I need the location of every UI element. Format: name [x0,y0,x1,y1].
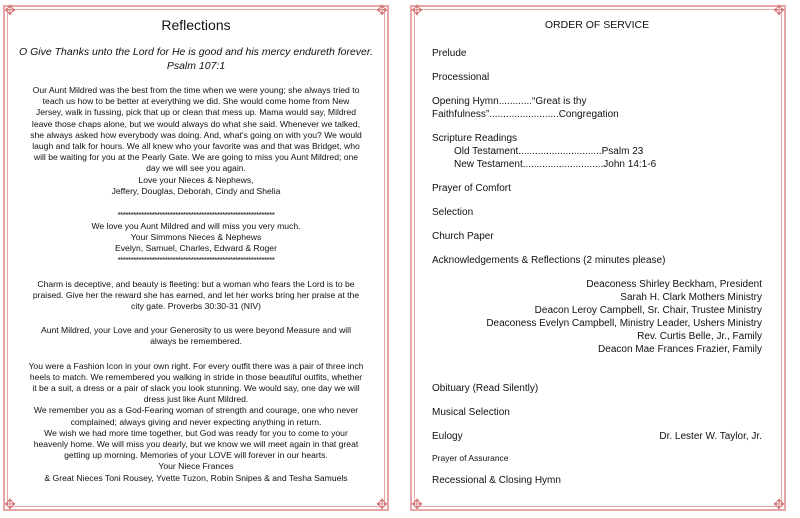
text-line: will be waiting for you at the Pearly Gate. We are going to miss you Aunt Mildred; one [33,152,359,163]
text-line: she always asked how everybody was doing. And, what's going on with you? We would [30,129,362,140]
item-prayer-of-assurance: Prayer of Assurance [432,453,509,463]
text-line: heavenly home. We will miss you dearly, but we know we will meet again in that great [33,439,359,450]
reflections-page [3,5,389,511]
item-obituary: Obituary (Read Silently) [432,383,539,394]
text-line: laugh and talk for hours. We all knew who your favorite was and that was Bridget, who [32,141,360,152]
verse-reference: Psalm 107:1 [166,60,226,72]
item-prelude: Prelude [432,48,467,59]
corner-ornament-icon: ✥ [4,497,16,513]
order-of-service-title: ORDER OF SERVICE [544,19,650,31]
item-acknowledgements: Acknowledgements & Reflections (2 minutes please) [432,255,666,266]
text-line: Your Simmons Nieces & Nephews [130,232,262,243]
text-line: it be a suit, a dress or a pair of slack you look stunning. We would say, one day we will [32,383,360,394]
item-selection: Selection [432,207,474,218]
speaker-line: Deaconess Shirley Beckham, President [586,279,762,290]
text-line: Love your Nieces & Nephews, [138,174,254,185]
opening-verse [15,45,377,73]
corner-ornament-icon: ✥ [376,3,388,19]
speaker-line: Sarah H. Clark Mothers Ministry [620,292,762,303]
reflection-frances [15,361,377,484]
item-scripture-readings: Scripture Readings [432,133,518,144]
speaker-line: Rev. Curtis Belle, Jr., Family [637,331,762,342]
acknowledgement-speakers [432,278,762,356]
text-line: leave those chaps alone, but we would always do what she said. Whenever we talked, [31,118,361,129]
item-recessional: Recessional & Closing Hymn [432,475,561,486]
text-line: day we will see you again. [146,163,246,174]
corner-ornament-icon: ✥ [411,497,423,513]
item-prayer-of-comfort: Prayer of Comfort [432,183,511,194]
speaker-line: Deacon Mae Frances Frazier, Family [598,344,762,355]
order-of-service-page [410,5,786,511]
item-musical-selection: Musical Selection [432,407,510,418]
proverbs-passage [15,279,377,313]
text-line: Evelyn, Samuel, Charles, Edward & Roger [115,243,277,254]
reflection-generosity [15,325,377,347]
text-line: always be remembered. [150,336,242,347]
text-line: Your Niece Frances [158,461,234,472]
corner-ornament-icon: ✥ [376,497,388,513]
text-line: We love you Aunt Mildred and will miss you very much. [91,221,301,232]
text-line: getting up morning. Memories of your LOVE will forever in our hearts. [64,450,328,461]
item-church-paper: Church Paper [432,231,494,242]
text-line: city gate. Proverbs 30:30-31 (NIV) [131,301,261,312]
reflections-content [15,17,377,484]
text-line: Aunt Mildred, your Love and your Generosity to us were beyond Measure and will [40,325,352,336]
corner-ornament-icon: ✥ [411,3,423,19]
corner-ornament-icon: ✥ [773,3,785,19]
star-divider: ************************************************************ [117,211,275,221]
item-processional: Processional [432,72,490,83]
item-old-testament: Old Testament..............................Psalm 23 [454,146,644,157]
item-opening-hymn: Opening Hymn............“Great is thy Faithfulness”.........................Congregation [432,96,619,120]
order-of-service-content [432,19,762,487]
eulogy-label: Eulogy [432,431,463,442]
text-line: teach us how to be better at everything we did. She would come home from New [42,96,350,107]
reflections-title: Reflections [161,17,231,33]
reflection-simmons [15,221,377,255]
text-line: We wish we had more time together, but God was ready for you to come to your [44,427,348,438]
eulogist-name: Dr. Lester W. Taylor, Jr. [659,431,762,442]
text-line: We remember you as a God-Fearing woman of strength and courage, one who never [33,405,359,416]
corner-ornament-icon: ✥ [4,3,16,19]
text-line: dress just like Aunt Mildred. [143,394,249,405]
text-line: Jeffery, Douglas, Deborah, Cindy and Shelia [111,185,281,196]
star-divider: ************************************************************ [117,255,275,265]
item-eulogy [432,430,762,443]
text-line: Our Aunt Mildred was the best from the time when we were young; she always tried to [32,85,360,95]
corner-ornament-icon: ✥ [773,497,785,513]
text-line: & Great Nieces Toni Rousey, Yvette Tuzon, Robin Snipes & and Tesha Samuels [44,472,348,483]
text-line: praised. Give her the reward she has earned, and let her works bring her praise at the [32,289,360,300]
reflection-nieces-nephews [15,85,377,197]
text-line: Charm is deceptive, and beauty is fleeting: but a woman who fears the Lord is to be [37,278,355,289]
text-line: complained; always giving and never expecting anything in return. [70,416,322,427]
text-line: You were a Fashion Icon in your own right. For every outfit there was a pair of three inch [28,360,364,371]
speaker-line: Deaconess Evelyn Campbell, Ministry Leader, Ushers Ministry [486,318,762,329]
text-line: Jersey, walk in fussing, pick that up or clean that mess up. Mama would say, Mildred [35,107,357,118]
text-line: heels to match. We remembered you walking in stride in those beautiful outfits, whether [29,371,363,382]
speaker-line: Deacon Leroy Campbell, Sr. Chair, Trustee Ministry [534,305,762,316]
verse-text: O Give Thanks unto the Lord for He is good and his mercy endureth forever. [19,46,373,58]
item-new-testament: New Testament.............................John 14:1-6 [454,159,657,170]
